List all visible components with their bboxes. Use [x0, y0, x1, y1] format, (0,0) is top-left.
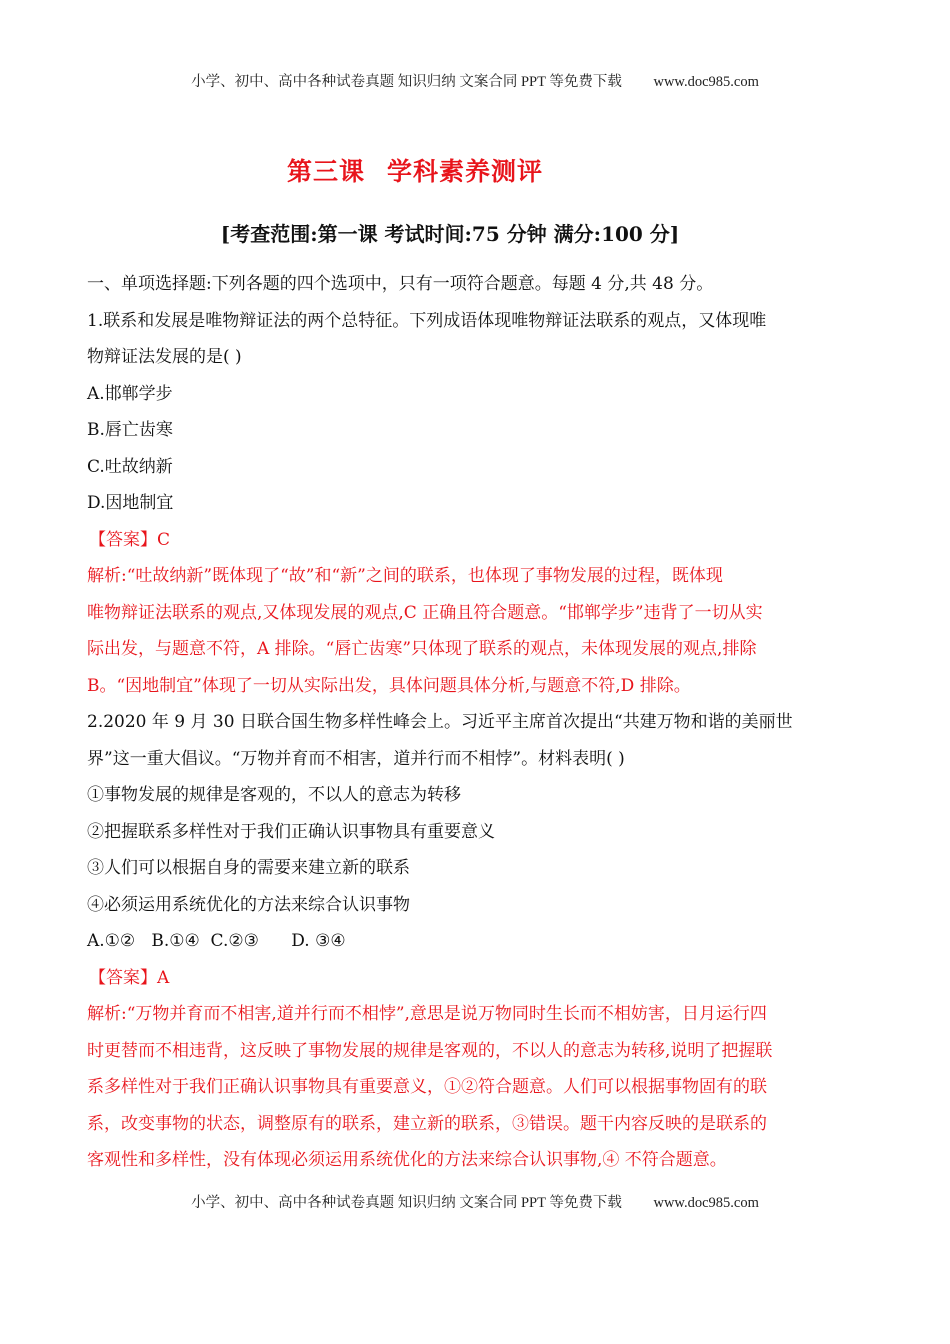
analysis-line: 时更替而不相违背，这反映了事物发展的规律是客观的，不以人的意志为转移,说明了把握联	[87, 1040, 773, 1061]
option-c: C.吐故纳新	[87, 456, 173, 477]
option-d: D.因地制宜	[87, 493, 174, 513]
question-stem-line: 物辩证法发展的是( )	[87, 347, 242, 367]
question-stem-line: 2.2020 年 9 月 30 日联合国生物多样性峰会上。习近平主席首次提出“共建万物和谐的美丽世	[87, 712, 793, 732]
page-header	[0, 70, 950, 91]
analysis-line: 系，改变事物的状态，调整原有的联系，建立新的联系，③错误。题干内容反映的是联系的	[87, 1113, 767, 1134]
statement-3: ③人们可以根据自身的需要来建立新的联系	[87, 858, 410, 878]
statement-4: ④必须运用系统优化的方法来综合认识事物	[87, 894, 410, 915]
exam-info: [考查范围:第一课 考试时间:75 分钟 满分:100 分]	[220, 222, 680, 246]
option-a: A.邯郸学步	[87, 383, 173, 404]
statement-2: ②把握联系多样性对于我们正确认识事物具有重要意义	[87, 821, 495, 842]
analysis-line: 际出发，与题意不符，A 排除。“唇亡齿寒”只体现了联系的观点，未体现发展的观点,排除	[87, 639, 757, 659]
answer-label: 【答案】A	[89, 967, 170, 988]
footer-site: www.doc985.com	[653, 1195, 759, 1211]
analysis-line: 解析:“万物并育而不相害,道并行而不相悖”,意思是说万物同时生长而不相妨害，日月运行四	[87, 1004, 767, 1024]
title-subject: 学科素养测评	[387, 157, 544, 186]
analysis-line: 唯物辩证法联系的观点,又体现发展的观点,C 正确且符合题意。“邯郸学步”违背了一切从实	[87, 602, 763, 623]
question-stem-line: 1.联系和发展是唯物辩证法的两个总特征。下列成语体现唯物辩证法联系的观点，又体现唯	[87, 310, 767, 331]
option-b: B.唇亡齿寒	[87, 420, 173, 440]
analysis-line: B。“因地制宜”体现了一切从实际出发，具体问题具体分析,与题意不符,D 排除。	[87, 675, 691, 696]
page-footer	[0, 1191, 950, 1212]
analysis-line: 客观性和多样性，没有体现必须运用系统优化的方法来综合认识事物,④ 不符合题意。	[87, 1150, 727, 1170]
question-2	[87, 704, 867, 1179]
question-1	[87, 303, 867, 705]
statement-1: ①事物发展的规律是客观的，不以人的意志为转移	[87, 785, 461, 805]
answer-label: 【答案】C	[89, 529, 171, 550]
document-body	[87, 266, 867, 1179]
title-lesson: 第三课	[286, 157, 365, 186]
header-site: www.doc985.com	[653, 74, 759, 90]
section-heading: 一、单项选择题:下列各题的四个选项中，只有一项符合题意。每题 4 分,共 48 分。	[87, 274, 714, 294]
analysis-line: 解析:“吐故纳新”既体现了“故”和“新”之间的联系，也体现了事物发展的过程，既体现	[87, 566, 723, 586]
page-title	[0, 152, 830, 188]
analysis-line: 系多样性对于我们正确认识事物具有重要意义，①②符合题意。人们可以根据事物固有的联	[87, 1077, 767, 1097]
question-stem-line: 界”这一重大倡议。“万物并育而不相害，道并行而不相悖”。材料表明( )	[87, 748, 625, 769]
options-line: A.①② B.①④ C.②③ D. ③④	[87, 931, 346, 951]
footer-text: 小学、初中、高中各种试卷真题 知识归纳 文案合同 PPT 等免费下载	[191, 1195, 622, 1211]
header-text: 小学、初中、高中各种试卷真题 知识归纳 文案合同 PPT 等免费下载	[191, 74, 622, 90]
